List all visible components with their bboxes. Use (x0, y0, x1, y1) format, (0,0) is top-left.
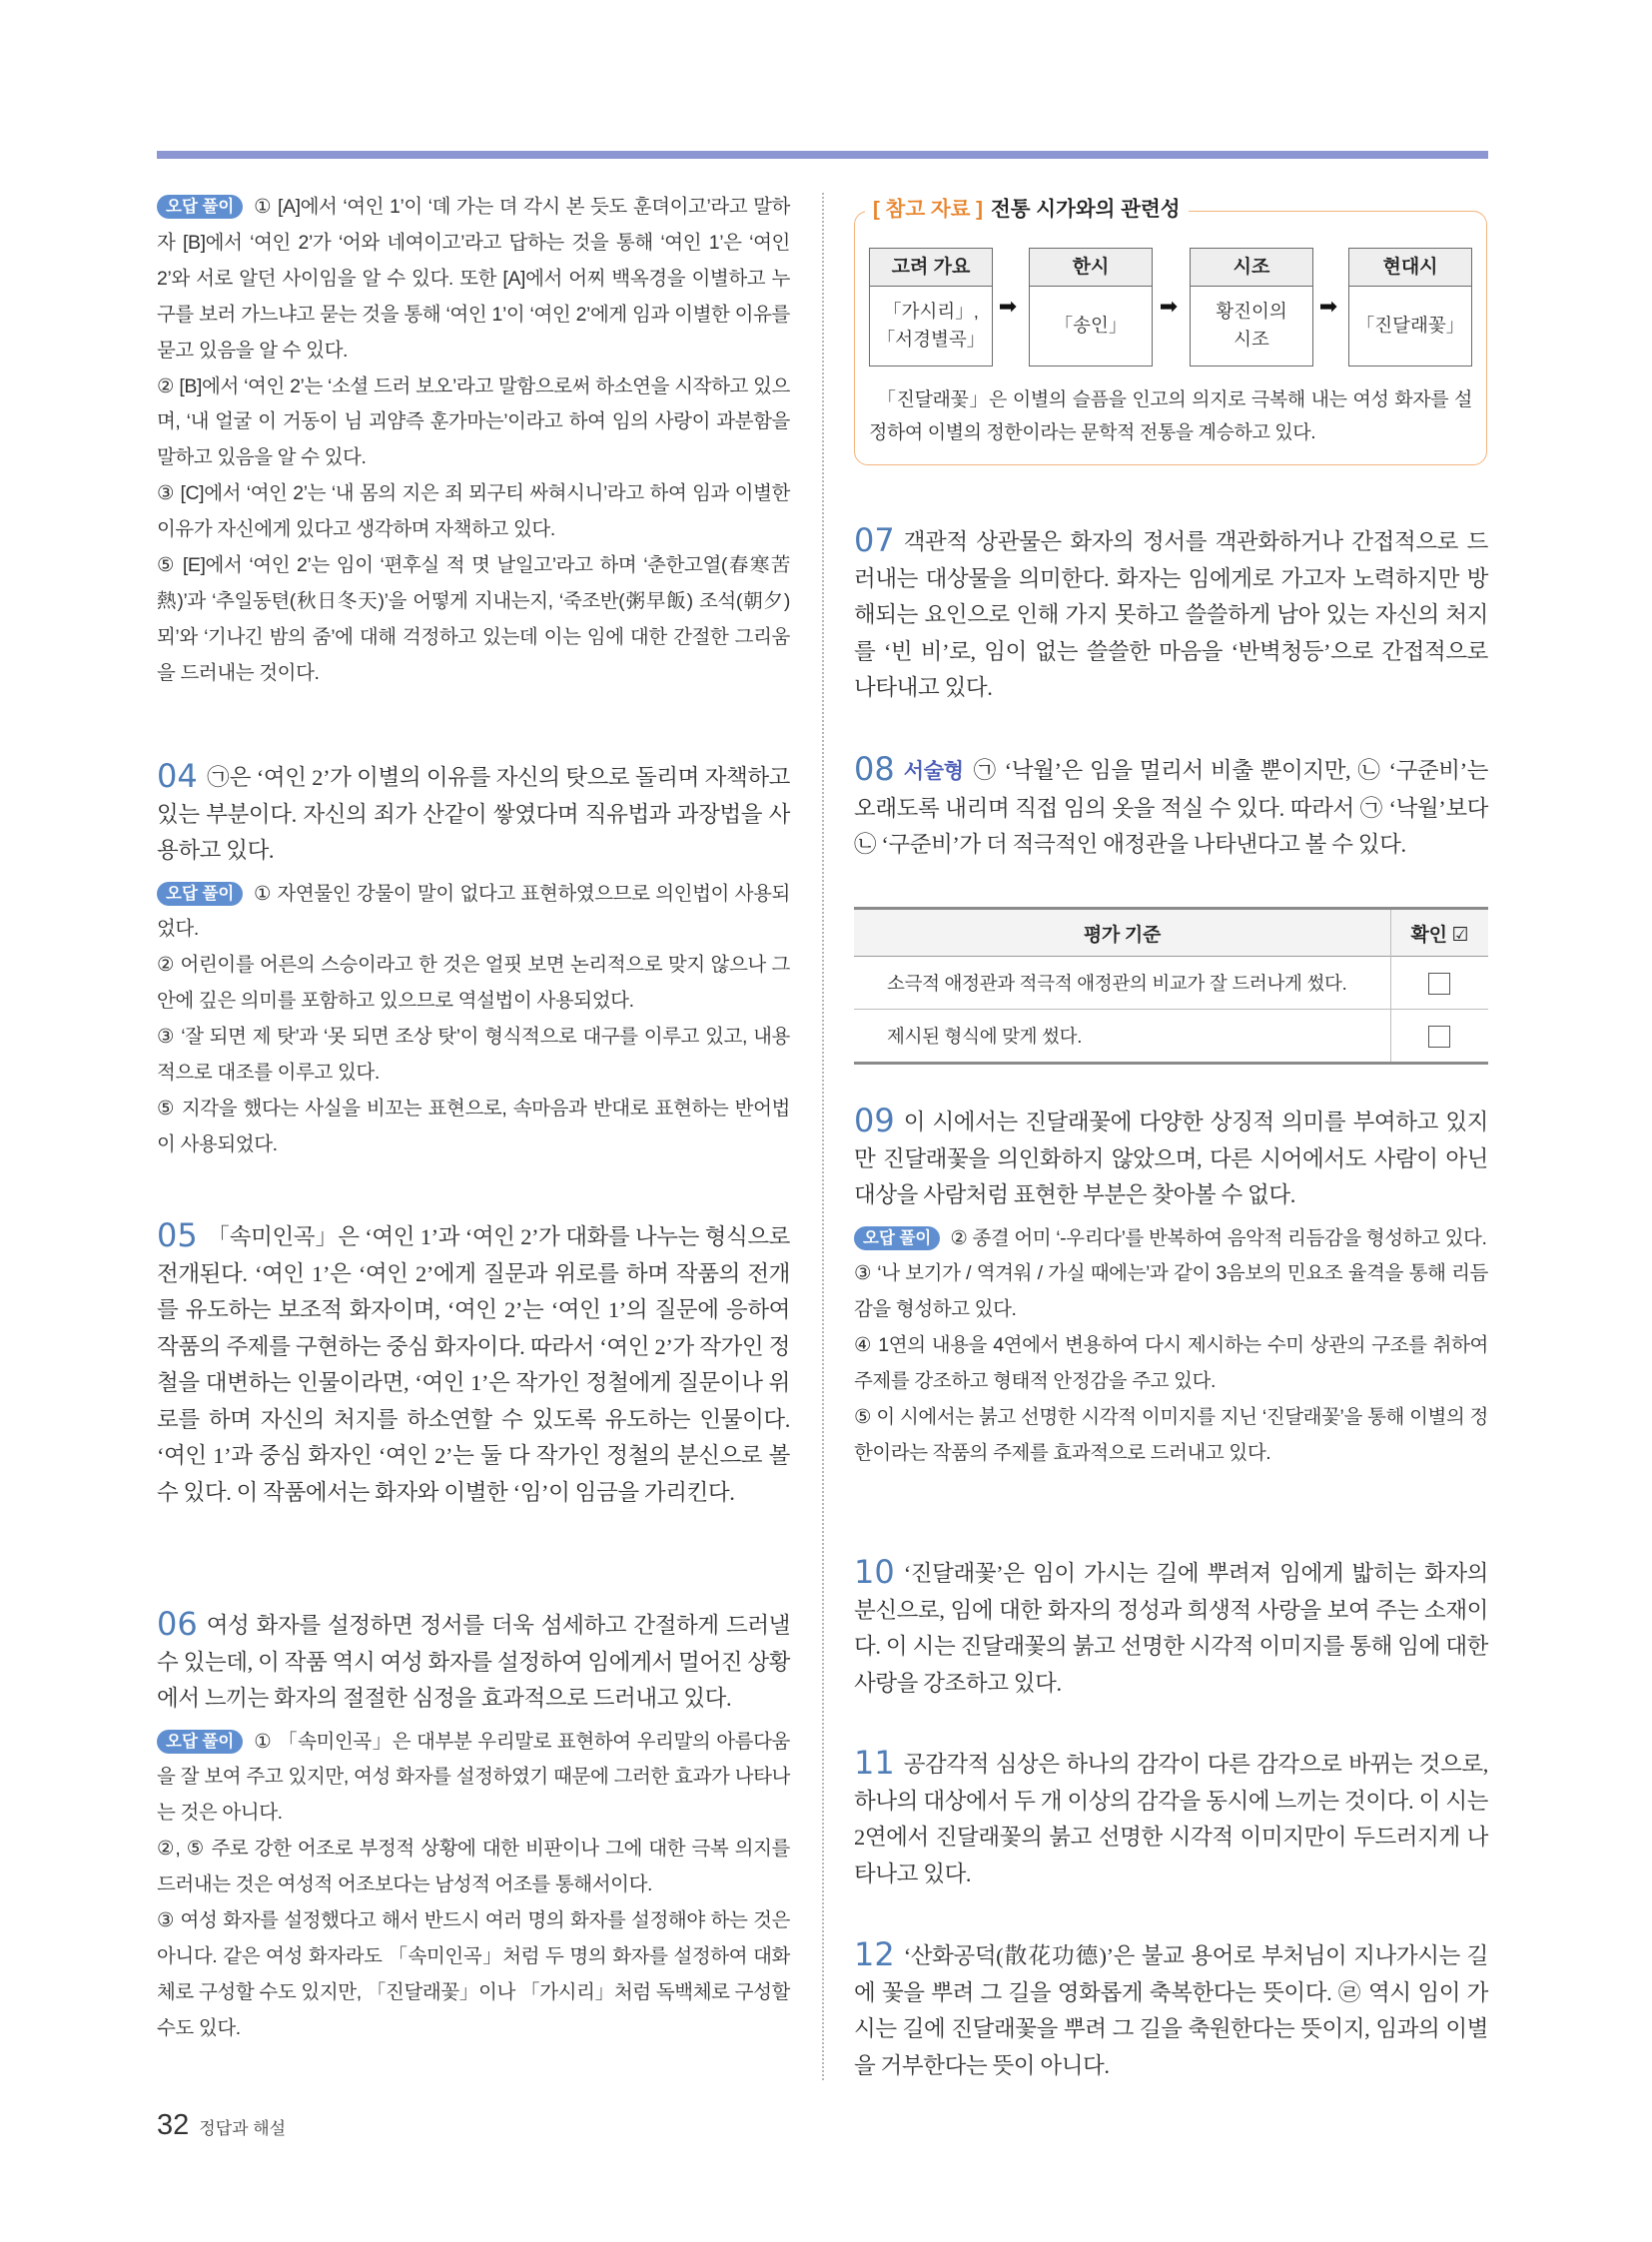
wrong-item-text: ① [A]에서 ‘여인 1’이 ‘뎨 가는 뎌 각시 본 듯도 훈뎌이고’라고 말하자 [B]에서 ‘여인 2’가 ‘어와 네여이고’라고 답하는 것을 통해 ‘여인 1’은 ‘여인 2’와 서로 알던 사이임을 알 수 있다. 또한 [A]에서 어찌 백옥경을 이별하고 누구를 보러 가느냐고 묻는 것을 통해 ‘여인 1’이 ‘여인 2’에게 임과 이별한 이유를 묻고 있음을 알 수 있다. (157, 196, 790, 362)
question-number: 06 (157, 1605, 198, 1643)
flow-box-modern-poetry (1348, 248, 1472, 367)
flow-work-line: 시조 (1234, 329, 1269, 350)
column-divider (822, 193, 824, 2080)
wrong-item: ② 어린이를 어른의 스승이라고 한 것은 얼핏 보면 논리적으로 맞지 않으나 그 안에 깊은 의미를 포함하고 있으므로 역설법이 사용되었다. (157, 954, 790, 1013)
reference-heading: 전통 시가와의 관련성 (990, 198, 1181, 221)
page-footer (157, 2109, 286, 2142)
flow-work-line: 「진달래꽃」 (1355, 315, 1465, 336)
rubric-check-cell (1390, 957, 1488, 1010)
rubric-row (854, 957, 1488, 1010)
wrong-item: ③ ‘나 보기가 / 역겨워 / 가실 때에는’과 같이 3음보의 민요조 율격을 통해 리듬감을 형성하고 있다. (854, 1262, 1488, 1321)
rubric-criterion: 소극적 애정관과 적극적 애정관의 비교가 잘 드러나게 썼다. (887, 973, 1347, 994)
reference-title (865, 195, 1189, 225)
wrong-item: ⑤ [E]에서 ‘여인 2’는 임이 ‘편후실 적 몃 날일고’라고 하며 ‘춘한고열(春寒苦熱)’과 ‘추일동텬(秋日冬天)’을 어떻게 지내는지, ‘죽조반(粥早飯) 조석(朝夕) 뫼’와 ‘기나긴 밤의 줌’에 대해 걱정하고 있는데 이는 임에 대한 간절한 그리움을 드러내는 것이다. (157, 554, 790, 684)
wrong-item (157, 877, 790, 949)
rubric-header-criteria: 평가 기준 (854, 909, 1390, 957)
right-arrow-icon: ➡ (998, 295, 1018, 320)
page-number: 32 (157, 2109, 190, 2141)
wrong-answer-badge: 오답 풀이 (157, 1730, 243, 1754)
top-accent-bar (157, 151, 1488, 159)
flow-work-line: 황진이의 (1216, 301, 1287, 322)
answer-04 (157, 758, 790, 1163)
wrong-explanations (157, 877, 790, 1163)
essay-type-tag: 서술형 (903, 760, 964, 783)
flow-box-sijo (1190, 248, 1313, 367)
wrong-explanations (157, 1725, 790, 2047)
wrong-item: ⑤ 이 시에서는 붉고 선명한 시각적 이미지를 지닌 ‘진달래꽃’을 통해 이별의 정한이라는 작품의 주제를 효과적으로 드러내고 있다. (854, 1406, 1488, 1464)
wrong-answer-badge: 오답 풀이 (157, 882, 243, 906)
wrong-item: ⑤ 지각을 했다는 사실을 비꼬는 표현으로, 속마음과 반대로 표현하는 반어법이 사용되었다. (157, 1097, 790, 1155)
answer-paragraph (157, 1217, 790, 1511)
answer-paragraph (854, 522, 1488, 707)
flow-works (870, 287, 992, 365)
question-number: 04 (157, 757, 198, 795)
question-number: 05 (157, 1216, 198, 1254)
answer-text: 객관적 상관물은 화자의 정서를 객관화하거나 간접적으로 드러내는 대상물을 의미한다. 화자는 임에게로 가고자 노력하지만 방해되는 요인으로 인해 가지 못하고 쓸쓸하게 남아 있는 자신의 처지를 ‘빈 비’로, 임이 없는 쓸쓸한 마음을 ‘반벽청등’으로 간접적으로 나타내고 있다. (854, 529, 1488, 700)
right-arrow-icon: ➡ (1318, 295, 1338, 320)
answer-paragraph (854, 751, 1488, 864)
flow-works (1030, 287, 1152, 365)
rubric-criterion: 제시된 형식에 맞게 썼다. (887, 1026, 1083, 1047)
wrong-item: ③ 여성 화자를 설정했다고 해서 반드시 여러 명의 화자를 설정해야 하는 것은 아니다. 같은 여성 화자라도 「속미인곡」처럼 두 명의 화자를 설정하여 대화체로 구성할 수도 있지만, 「진달래꽃」이나 「가시리」처럼 독백체로 구성할 수도 있다. (157, 1909, 790, 2039)
flow-box-goryeo-gayo (869, 248, 993, 367)
rubric-header-row (854, 909, 1488, 957)
wrong-answer-badge: 오답 풀이 (854, 1226, 940, 1250)
answer-12 (854, 1936, 1488, 2084)
answer-05 (157, 1217, 790, 1511)
question-number: 12 (854, 1935, 895, 1973)
question-number: 10 (854, 1553, 895, 1591)
answer-paragraph (854, 1554, 1488, 1702)
flow-works (1191, 287, 1312, 365)
evaluation-rubric-table (854, 907, 1488, 1065)
check-box[interactable] (1428, 973, 1450, 995)
answer-text: 「속미인곡」은 ‘여인 1’과 ‘여인 2’가 대화를 나누는 형식으로 전개된다. ‘여인 1’은 ‘여인 2’에게 질문과 위로를 하며 작품의 전개를 유도하는 보조적 화자이며, ‘여인 2’는 ‘여인 1’의 질문에 응하여 작품의 주제를 구현하는 중심 화자이다. 따라서 ‘여인 2’가 작가인 정철을 대변하는 인물이라면, ‘여인 1’은 작가인 정철에게 질문이나 위로를 하며 자신의 처지를 하소연할 수 있도록 유도하는 인물이다. ‘여인 1’과 중심 화자인 ‘여인 2’는 둘 다 작가인 정철의 분신으로 볼 수 있다. 이 작품에서는 화자와 이별한 ‘임’이 임금을 가리킨다. (157, 1224, 790, 1505)
right-arrow-icon: ➡ (1159, 295, 1179, 320)
flow-box-hansi (1029, 248, 1153, 367)
wrong-item: ④ 1연의 내용을 4연에서 변용하여 다시 제시하는 수미 상관의 구조를 취하여 주제를 강조하고 형태적 안정감을 주고 있다. (854, 1334, 1488, 1393)
flow-work-line: 「송인」 (1054, 315, 1128, 336)
answer-08 (854, 751, 1488, 864)
wrong-item-text: ① 「속미인곡」은 대부분 우리말로 표현하여 우리말의 아름다움을 잘 보여 주고 있지만, 여성 화자를 설정하였기 때문에 그러한 효과가 나타나는 것은 아니다. (157, 1730, 790, 1825)
flow-genre: 고려 가요 (870, 249, 992, 287)
reference-summary: 「진달래꽃」은 이별의 슬픔을 인고의 의지로 극복해 내는 여성 화자를 설정하여 이별의 정한이라는 문학적 전통을 계승하고 있다. (869, 389, 1472, 443)
answer-text: 이 시에서는 진달래꽃에 다양한 상징적 의미를 부여하고 있지만 진달래꽃을 의인화하지 않았으며, 다른 시어에서도 사람이 아닌 대상을 사람처럼 표현한 부분은 찾아볼 수 없다. (854, 1110, 1488, 1207)
footer-title: 정답과 해설 (199, 2119, 287, 2138)
flow-genre: 시조 (1191, 249, 1312, 287)
answer-paragraph (854, 1103, 1488, 1214)
wrong-item (157, 190, 790, 370)
wrong-item: ②, ⑤ 주로 강한 어조로 부정적 상황에 대한 비판이나 그에 대한 극복 의지를 드러내는 것은 여성적 어조보다는 남성적 어조를 통해서이다. (157, 1838, 790, 1896)
answer-07 (854, 522, 1488, 707)
answer-10 (854, 1554, 1488, 1702)
wrong-item-text: ① 자연물인 강물이 말이 없다고 표현하였으므로 의인법이 사용되었다. (157, 882, 790, 941)
wrong-answer-badge: 오답 풀이 (157, 195, 243, 219)
question-number: 07 (854, 521, 895, 559)
check-box[interactable] (1428, 1026, 1450, 1048)
answer-text: ㉠은 ‘여인 2’가 이별의 이유를 자신의 탓으로 돌리며 자책하고 있는 부분이다. 자신의 죄가 산같이 쌓였다며 직유법과 과장법을 사용하고 있다. (157, 765, 790, 863)
answer-paragraph (854, 1936, 1488, 2084)
question-number: 08 (854, 750, 895, 788)
reference-label: [ 참고 자료 ] (873, 198, 983, 221)
wrong-item-text: ② 종결 어미 ‘-우리다’를 반복하여 음악적 리듬감을 형성하고 있다. (950, 1226, 1487, 1249)
answer-text: ‘진달래꽃’은 임이 가시는 길에 뿌려져 임에게 밟히는 화자의 분신으로, 임에 대한 화자의 정성과 희생적 사랑을 보여 주는 소재이다. 이 시는 진달래꽃의 붉고 선명한 시각적 이미지를 통해 임에 대한 사랑을 강조하고 있다. (854, 1561, 1488, 1696)
flow-genre: 현대시 (1349, 249, 1471, 287)
answer-text: ‘산화공덕(散花功德)’은 불교 용어로 부처님이 지나가시는 길에 꽃을 뿌려 그 길을 영화롭게 축복한다는 뜻이다. ㉣ 역시 임이 가시는 길에 진달래꽃을 뿌려 그 길을 축원한다는 뜻이지, 임과의 이별을 거부한다는 뜻이 아니다. (854, 1943, 1488, 2078)
answer-11 (854, 1745, 1488, 1892)
rubric-row (854, 1010, 1488, 1064)
answer-paragraph (157, 1606, 790, 1718)
answer-text: ㉠ ‘낙월’은 임을 멀리서 비출 뿐이지만, ㉡ ‘구준비’는 오래도록 내리며 직접 임의 옷을 적실 수 있다. 따라서 ㉠ ‘낙월’보다 ㉡ ‘구준비’가 더 적극적인 애정관을 나타낸다고 볼 수 있다. (854, 758, 1488, 857)
wrong-item: ③ [C]에서 ‘여인 2’는 ‘내 몸의 지은 죄 뫼구티 싸혀시니’라고 하여 임과 이별한 이유가 자신에게 있다고 생각하며 자책하고 있다. (157, 482, 790, 541)
rubric-check-cell (1390, 1010, 1488, 1064)
wrong-item (157, 1725, 790, 1833)
reference-box (854, 198, 1487, 465)
answer-text: 여성 화자를 설정하면 정서를 더욱 섬세하고 간절하게 드러낼 수 있는데, 이 작품 역시 여성 화자를 설정하여 임에게서 멀어진 상황에서 느끼는 화자의 절절한 심정을 효과적으로 드러내고 있다. (157, 1613, 790, 1711)
flow-work-line: 「서경별곡」 (876, 329, 986, 350)
rubric-header-check: 확인 ☑ (1390, 909, 1488, 957)
flow-genre: 한시 (1030, 249, 1152, 287)
answer-06 (157, 1606, 790, 2047)
wrong-explanations (854, 1221, 1488, 1472)
flow-work-line: 「가시리」, (883, 301, 979, 322)
answer-paragraph (157, 758, 790, 870)
prev-answer-wrong-explanations (157, 190, 790, 692)
answer-paragraph (854, 1745, 1488, 1892)
question-number: 11 (854, 1744, 895, 1782)
question-number: 09 (854, 1102, 895, 1139)
wrong-item (854, 1221, 1488, 1257)
flow-works (1349, 287, 1471, 365)
answer-text: 공감각적 심상은 하나의 감각이 다른 감각으로 바뀌는 것으로, 하나의 대상에서 두 개 이상의 감각을 동시에 느끼는 것이다. 이 시는 2연에서 진달래꽃의 붉고 선명한 시각적 이미지만이 두드러지게 나타나고 있다. (854, 1752, 1488, 1886)
wrong-item: ③ ‘잘 되면 제 탓’과 ‘못 되면 조상 탓’이 형식적으로 대구를 이루고 있고, 내용적으로 대조를 이루고 있다. (157, 1026, 790, 1085)
answer-09 (854, 1103, 1488, 1472)
wrong-item: ② [B]에서 ‘여인 2’는 ‘소셜 드러 보오’라고 말함으로써 하소연을 시작하고 있으며, ‘내 얼굴 이 거동이 님 괴얌즉 훈가마는’이라고 하여 임의 사랑이 과분함을 말하고 있음을 알 수 있다. (157, 374, 790, 469)
